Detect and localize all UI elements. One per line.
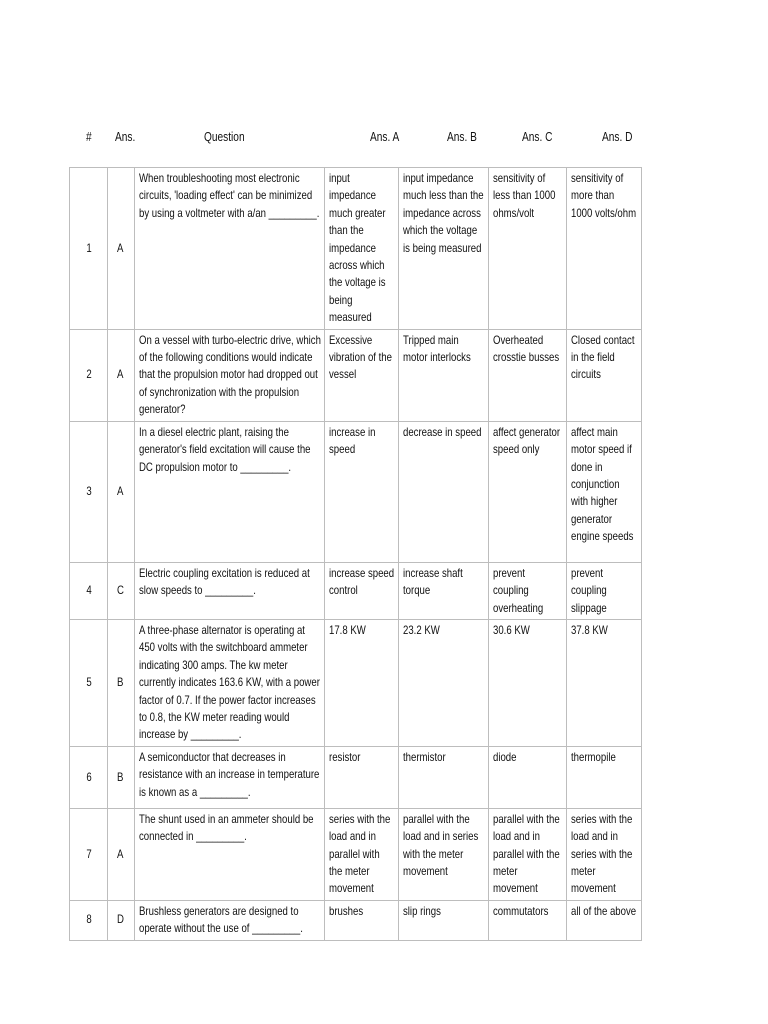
answer-d: thermopile [567, 746, 642, 808]
correct-answer: A [108, 808, 135, 900]
table-row [70, 562, 642, 619]
correct-answer: A [108, 421, 135, 562]
answer-a: Excessive vibration of the vessel [325, 329, 399, 421]
table-row [70, 329, 642, 421]
question-number: 6 [70, 746, 108, 808]
question-number: 3 [70, 421, 108, 562]
answer-d: Closed contact in the field circuits [567, 329, 642, 421]
answer-a: brushes [325, 900, 399, 940]
answer-b: input impedance much less than the impedance across which the voltage is being measured [399, 168, 489, 330]
answer-d: sensitivity of more than 1000 volts/ohm [567, 168, 642, 330]
header-answer-a: Ans. A [370, 129, 400, 144]
answer-c: Overheated crosstie busses [489, 329, 567, 421]
table-row [70, 421, 642, 562]
answer-b: parallel with the load and in series with the meter movement [399, 808, 489, 900]
question-number: 1 [70, 168, 108, 330]
table-row [70, 900, 642, 940]
table-header [70, 129, 640, 145]
question-text: Electric coupling excitation is reduced at slow speeds to _________. [135, 562, 325, 619]
question-table [69, 167, 642, 941]
header-answer-d: Ans. D [602, 129, 633, 144]
correct-answer: A [108, 329, 135, 421]
answer-b: decrease in speed [399, 421, 489, 562]
answer-c: sensitivity of less than 1000 ohms/volt [489, 168, 567, 330]
correct-answer: C [108, 562, 135, 619]
answer-b: thermistor [399, 746, 489, 808]
answer-d: series with the load and in series with the meter movement [567, 808, 642, 900]
answer-b: increase shaft torque [399, 562, 489, 619]
question-number: 8 [70, 900, 108, 940]
answer-a: resistor [325, 746, 399, 808]
answer-a: input impedance much greater than the impedance across which the voltage is being measured [325, 168, 399, 330]
header-answer-b: Ans. B [447, 129, 477, 144]
answer-c: diode [489, 746, 567, 808]
table-row [70, 808, 642, 900]
table-row [70, 168, 642, 330]
answer-b: slip rings [399, 900, 489, 940]
question-text: A three-phase alternator is operating at 450 volts with the switchboard ammeter indicating 300 amps. The kw meter currently indicates 163.6 KW, with a power factor of 0.7. If the power factor increases to 0.8, the KW meter reading would increase by _________. [135, 619, 325, 746]
answer-a: series with the load and in parallel with the meter movement [325, 808, 399, 900]
answer-d: 37.8 KW [567, 619, 642, 746]
answer-c: affect generator speed only [489, 421, 567, 562]
correct-answer: B [108, 746, 135, 808]
table-row [70, 619, 642, 746]
question-text: A semiconductor that decreases in resistance with an increase in temperature is known as a _________. [135, 746, 325, 808]
answer-c: 30.6 KW [489, 619, 567, 746]
answer-b: Tripped main motor interlocks [399, 329, 489, 421]
question-number: 4 [70, 562, 108, 619]
question-text: In a diesel electric plant, raising the generator's field excitation will cause the DC propulsion motor to _________. [135, 421, 325, 562]
question-number: 5 [70, 619, 108, 746]
header-answer: Ans. [115, 129, 136, 144]
answer-c: prevent coupling overheating [489, 562, 567, 619]
question-text: Brushless generators are designed to operate without the use of _________. [135, 900, 325, 940]
correct-answer: D [108, 900, 135, 940]
answer-c: commutators [489, 900, 567, 940]
answer-d: prevent coupling slippage [567, 562, 642, 619]
question-number: 7 [70, 808, 108, 900]
header-number: # [86, 129, 92, 144]
answer-b: 23.2 KW [399, 619, 489, 746]
answer-d: all of the above [567, 900, 642, 940]
question-text: The shunt used in an ammeter should be connected in _________. [135, 808, 325, 900]
answer-a: increase in speed [325, 421, 399, 562]
header-answer-c: Ans. C [522, 129, 553, 144]
correct-answer: A [108, 168, 135, 330]
correct-answer: B [108, 619, 135, 746]
answer-a: increase speed control [325, 562, 399, 619]
question-text: On a vessel with turbo-electric drive, which of the following conditions would indicate that the propulsion motor had dropped out of synchronization with the propulsion generator? [135, 329, 325, 421]
answer-c: parallel with the load and in parallel with the meter movement [489, 808, 567, 900]
question-number: 2 [70, 329, 108, 421]
table-row [70, 746, 642, 808]
header-question: Question [204, 129, 245, 144]
answer-a: 17.8 KW [325, 619, 399, 746]
answer-d: affect main motor speed if done in conjunction with higher generator engine speeds [567, 421, 642, 562]
question-text: When troubleshooting most electronic circuits, 'loading effect' can be minimized by using a voltmeter with a/an _________. [135, 168, 325, 330]
